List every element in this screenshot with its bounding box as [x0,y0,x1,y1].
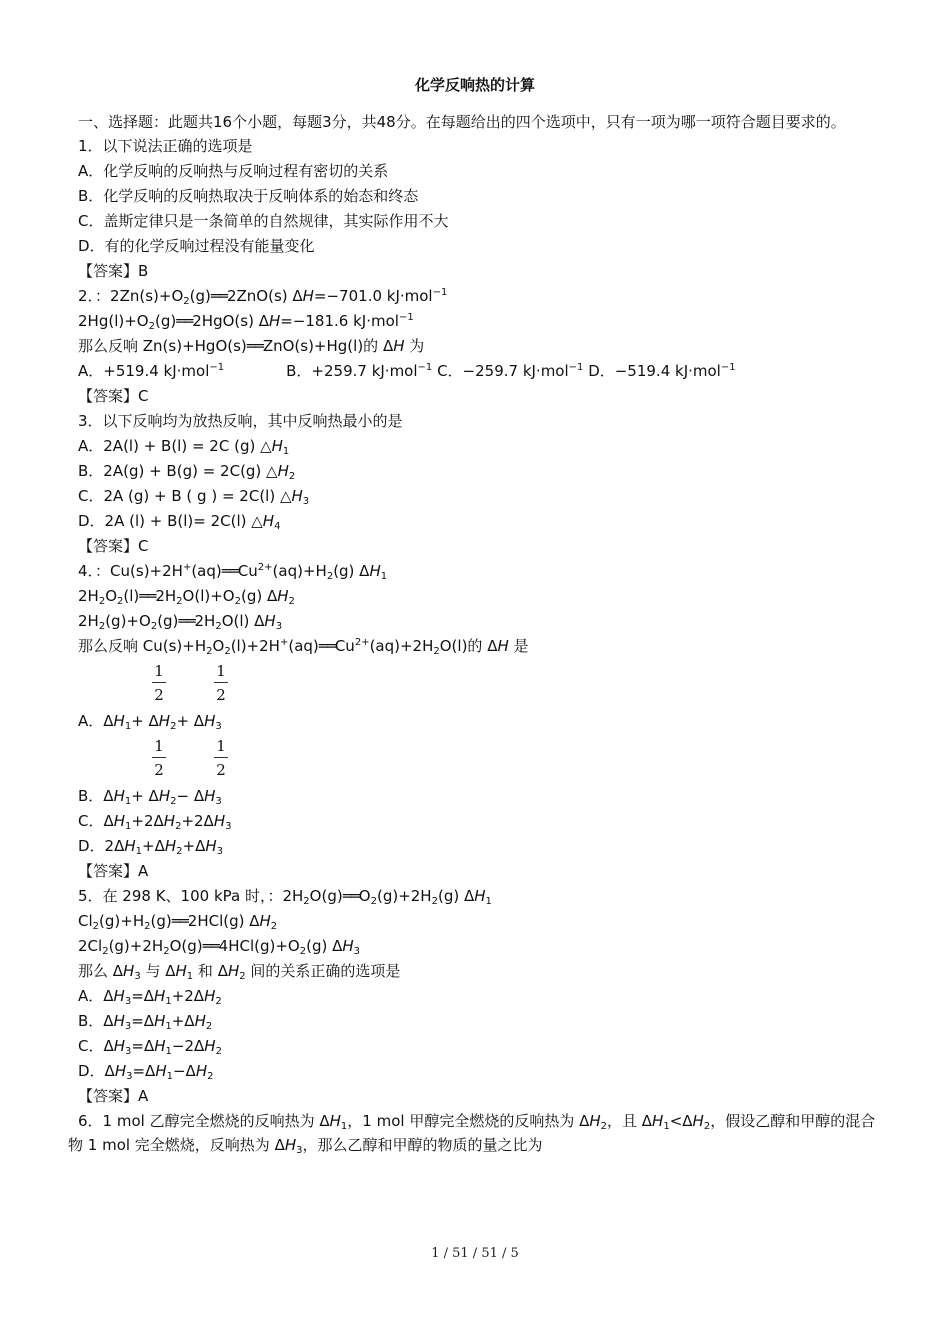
q4-option-b: B．$\Delta H_1+ \Delta H_2- \Delta H_3$ [78,787,222,807]
q2-equation-2: $2Hg(l)+O_2(g)══2HgO(s)$ ΔH=−181.6 kJ·mol$^{-1}$ [78,312,414,332]
fraction-one-half: 1 2 [152,736,166,780]
document-title: 化学反响热的计算 [414,76,535,94]
q2-answer: 【答案】C [78,387,149,405]
q5-equation-3: $2Cl_2(g)+2H_2O(g)══4HCl(g)+O_2(g)$ $\Delta H_3$ [78,937,361,957]
q5-option-c: C．$\Delta H_3=\Delta H_1-2\Delta H_2$ [78,1037,222,1057]
fraction-one-half: 1 2 [214,661,228,705]
page-number: 1 / 51 / 51 / 5 [431,1246,519,1261]
q4-answer: 【答案】A [78,862,149,880]
q4-equation-3: $2H_2(g)+O_2(g)══2H_2O(l)$ $\Delta H_3$ [78,612,283,632]
q4-option-c: C．$\Delta H_1+2\Delta H_2+2\Delta H_3$ [78,812,232,832]
q4-option-b-fractions [68,734,883,784]
q3-stem: 3．以下反响均为放热反响，其中反响热最小的是 [78,412,403,430]
fraction-one-half: 1 2 [152,661,166,705]
fraction-one-half: 1 2 [214,736,228,780]
q4-option-d: D．$2\Delta H_1+\Delta H_2+\Delta H_3$ [78,837,224,857]
q5-equation-2: $Cl_2(g)+H_2(g)══2HCl(g)$ $\Delta H_2$ [78,912,278,932]
q2-equation-1: 2．：$2Zn(s)+O_2(g)══2ZnO(s)$ ΔH=−701.0 kJ·mol$^{-1}$ [78,287,448,307]
q3-option-d: D．2A (l) + B(l)= 2C(l) $\triangle H_4$ [78,512,281,532]
q3-answer: 【答案】C [78,537,149,555]
document-body [68,110,883,1157]
q2-options: A．+519.4 kJ·mol$^{-1}$ B．+259.7 kJ·mol$^{-1}$ C．−259.7 kJ·mol$^{-1}$ D．−519.4 kJ·mol$^{-1}$ [78,362,736,380]
q4-option-a-fractions [68,659,883,709]
q1-stem: 1．以下说法正确的选项是 [78,137,253,155]
q3-option-a: A．2A(l) + B(l) = 2C (g) $\triangle H_1$ [78,437,290,457]
q1-option-b: B．化学反响的反响热取决于反响体系的始态和终态 [78,187,419,205]
q6-stem: 6．1 mol 乙醇完全燃烧的反响热为 $\Delta H_1$，1 mol 甲醇完全燃烧的反响热为 $\Delta H_2$，且 $\Delta H_1<\Delta H_2$，假设乙醇和甲醇的混合物 1 mol 完全燃烧，反响热为 $\Delta H_3$，那么乙醇和甲醇的物质的量之比为 [68,1112,876,1156]
q5-option-d: D．$\Delta H_3=\Delta H_1-\Delta H_2$ [78,1062,214,1082]
q4-equation-1: 4．：$Cu(s)+2H^+(aq)══Cu^{2+}(aq)+H_2(g)$ $\Delta H_1$ [78,562,388,582]
q4-option-a: A．$\Delta H_1+ \Delta H_2+ \Delta H_3$ [78,712,222,732]
section-intro: 一、选择题：此题共16个小题，每题3分，共48分。在每题给出的四个选项中，只有一项为哪一项符合题目要求的。 [78,113,846,131]
q3-option-c: C．2A (g) + B ( g ) = 2C(l) $\triangle H_3$ [78,487,310,507]
q4-equation-2: $2H_2O_2(l)══2H_2O(l)+O_2(g)$ $\Delta H_2$ [78,587,295,607]
q1-option-a: A．化学反响的反响热与反响过程有密切的关系 [78,162,389,180]
q2-question: 那么反响 Zn(s)+HgO(s)══ZnO(s)+Hg(l)的 ΔH 为 [78,337,425,355]
q5-option-b: B．$\Delta H_3=\Delta H_1+\Delta H_2$ [78,1012,213,1032]
q5-answer: 【答案】A [78,1087,149,1105]
q5-option-a: A．$\Delta H_3=\Delta H_1+2\Delta H_2$ [78,987,222,1007]
q4-question: 那么反响 $Cu(s)+H_2O_2(l)+2H^+(aq)══Cu^{2+}(aq)+2H_2O(l)$的 ΔH 是 [78,637,529,657]
q1-option-c: C．盖斯定律只是一条简单的自然规律，其实际作用不大 [78,212,449,230]
q5-equation-1: 5．在 298 K、100 kPa 时，：$2H_2O(g)══O_2(g)+2H_2(g)$ $\Delta H_1$ [78,887,492,907]
q1-option-d: D．有的化学反响过程没有能量变化 [78,237,315,255]
q3-option-b: B．2A(g) + B(g) = 2C(g) $\triangle H_2$ [78,462,296,482]
q5-question: 那么 $\Delta H_3$ 与 $\Delta H_1$ 和 $\Delta H_2$ 间的关系正确的选项是 [78,962,401,982]
q1-answer: 【答案】B [78,262,149,280]
